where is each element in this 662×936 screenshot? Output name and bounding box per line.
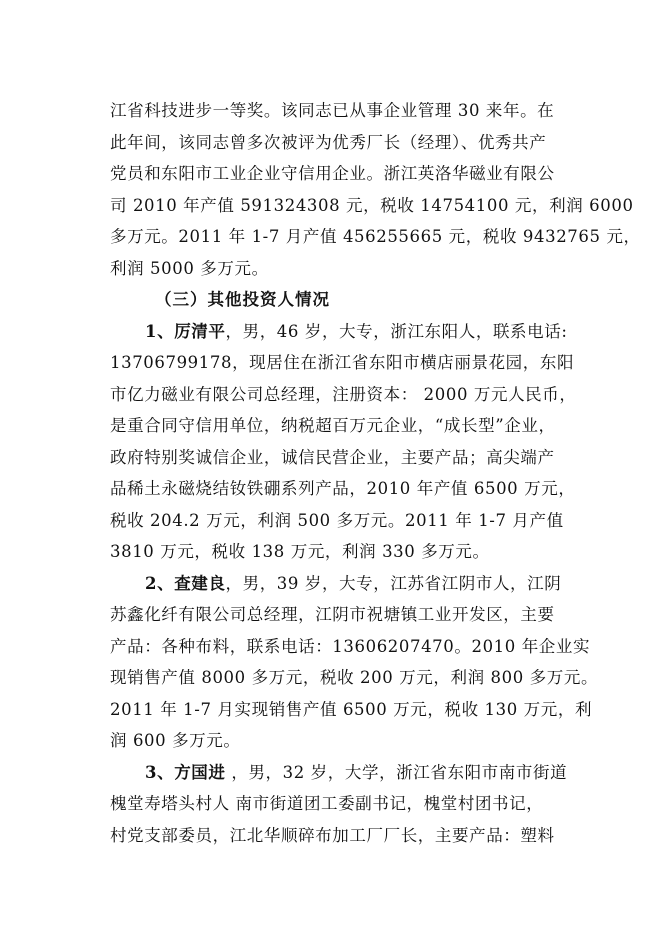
paragraph-line: 13706799178，现居住在浙江省东阳市横店丽景花园，东阳 [110, 353, 575, 372]
paragraph-line: 多万元。2011 年 1-7 月产值 456255665 元，税收 9432765 元， [110, 227, 641, 246]
person-details: ，男，39 岁，大专，江苏省江阴市人，江阴 [225, 574, 562, 593]
paragraph-line: 司 2010 年产值 591324308 元，税收 14754100 元，利润 6000 [110, 196, 634, 215]
paragraph-line: 市亿力磁业有限公司总经理，注册资本： 2000 万元人民币， [110, 385, 577, 404]
paragraph-line: 税收 204.2 万元，利润 500 多万元。2011 年 1-7 月产值 [110, 511, 564, 530]
paragraph-line: 润 600 多万元。 [110, 731, 241, 750]
paragraph-line: 苏鑫化纤有限公司总经理，江阴市祝塘镇工业开发区，主要 [110, 605, 555, 624]
person-name: 方国进 [174, 763, 226, 782]
person-number: 3、 [145, 763, 175, 782]
person-number: 1、 [145, 322, 175, 341]
person-entry-first-line [145, 574, 615, 594]
paragraph-line: 政府特别奖诚信企业，诚信民营企业，主要产品；高尖端产 [110, 448, 555, 467]
person-entry-first-line [145, 763, 615, 783]
person-entry-first-line [145, 322, 615, 342]
paragraph-line: 是重合同守信用单位，纳税超百万元企业，“成长型”企业， [110, 416, 556, 435]
paragraph-line: 产品：各种布料，联系电话：13606207470。2010 年企业实 [110, 637, 591, 656]
paragraph-line: 党员和东阳市工业企业守信用企业。浙江英洛华磁业有限公 [110, 164, 555, 183]
paragraph-line: 现销售产值 8000 多万元，税收 200 万元，利润 800 多万元。 [110, 668, 599, 687]
paragraph-line: 此年间，该同志曾多次被评为优秀厂长（经理）、优秀共产 [110, 133, 547, 152]
person-details: ，男，46 岁，大专，浙江东阳人，联系电话: [225, 322, 568, 341]
paragraph-line: 3810 万元，税收 138 万元，利润 330 多万元。 [110, 542, 490, 561]
section-heading: （三）其他投资人情况 [155, 290, 330, 309]
paragraph-line: 利润 5000 多万元。 [110, 259, 269, 278]
person-name: 查建良 [174, 574, 226, 593]
paragraph-line: 槐堂寿塔头村人 南市街道团工委副书记，槐堂村团书记， [110, 794, 544, 813]
person-number: 2、 [145, 574, 175, 593]
paragraph-line: 品稀土永磁烧结钕铁硼系列产品，2010 年产值 6500 万元， [110, 479, 576, 498]
paragraph-line: 2011 年 1-7 月实现销售产值 6500 万元，税收 130 万元，利 [110, 700, 593, 719]
paragraph-line: 村党支部委员，江北华顺碎布加工厂厂长，主要产品：塑料 [110, 826, 555, 845]
person-name: 厉清平 [174, 322, 226, 341]
person-details: ，男，32 岁，大学，浙江省东阳市南市街道 [225, 763, 568, 782]
paragraph-line: 江省科技进步一等奖。该同志已从事企业管理 30 来年。在 [110, 101, 555, 120]
